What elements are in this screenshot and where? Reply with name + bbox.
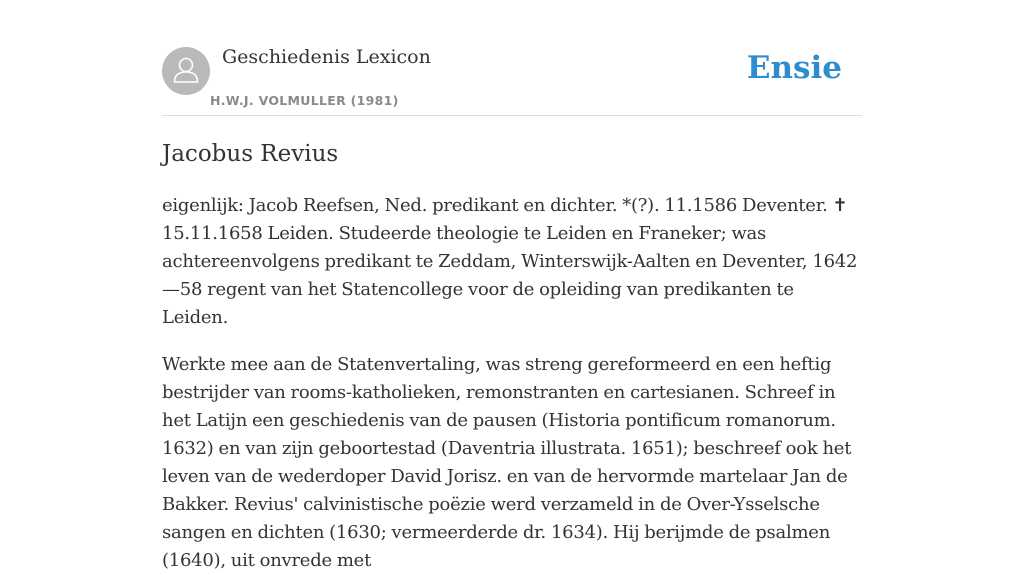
lexicon-title[interactable]: Geschiedenis Lexicon [222, 46, 431, 68]
article-paragraph-1: eigenlijk: Jacob Reefsen, Ned. predikant en dichter. *(?). 11.1586 Deventer. ✝ 15.11.1658 Leiden. Studeerde theologie te Leiden en Franeker; was achtereenvolgens predikant te Zeddam, Winterswijk-Aalten en Deventer, 1642—58 regent van het Statencollege voor de opleiding van predikanten te Leiden. [162, 195, 858, 328]
header [162, 46, 862, 116]
article-paragraph-2: Werkte mee aan de Statenvertaling, was streng gereformeerd en een heftig bestrijder van rooms-katholieken, remonstranten en cartesianen. Schreef in het Latijn een geschiedenis van de pausen (Historia pontificum romanorum. 1632) en van zijn geboortestad (Daventria illustrata. 1651); beschreef ook het leven van de wederdoper David Jorisz. en van de hervormde martelaar Jan de Bakker. Revius' calvinistische poëzie werd verzameld in de Over-Ysselsche sangen en dichten (1630; vermeerderde dr. 1634). Hij berijmde de psalmen (1640), uit onvrede met [162, 354, 852, 571]
header-divider [162, 115, 862, 116]
brand-logo[interactable]: Ensie [746, 50, 842, 86]
author-credit[interactable]: H.W.J. VOLMULLER (1981) [210, 93, 399, 108]
avatar[interactable] [162, 47, 210, 95]
article-title: Jacobus Revius [162, 141, 339, 167]
article [162, 138, 862, 575]
user-icon [162, 47, 210, 95]
